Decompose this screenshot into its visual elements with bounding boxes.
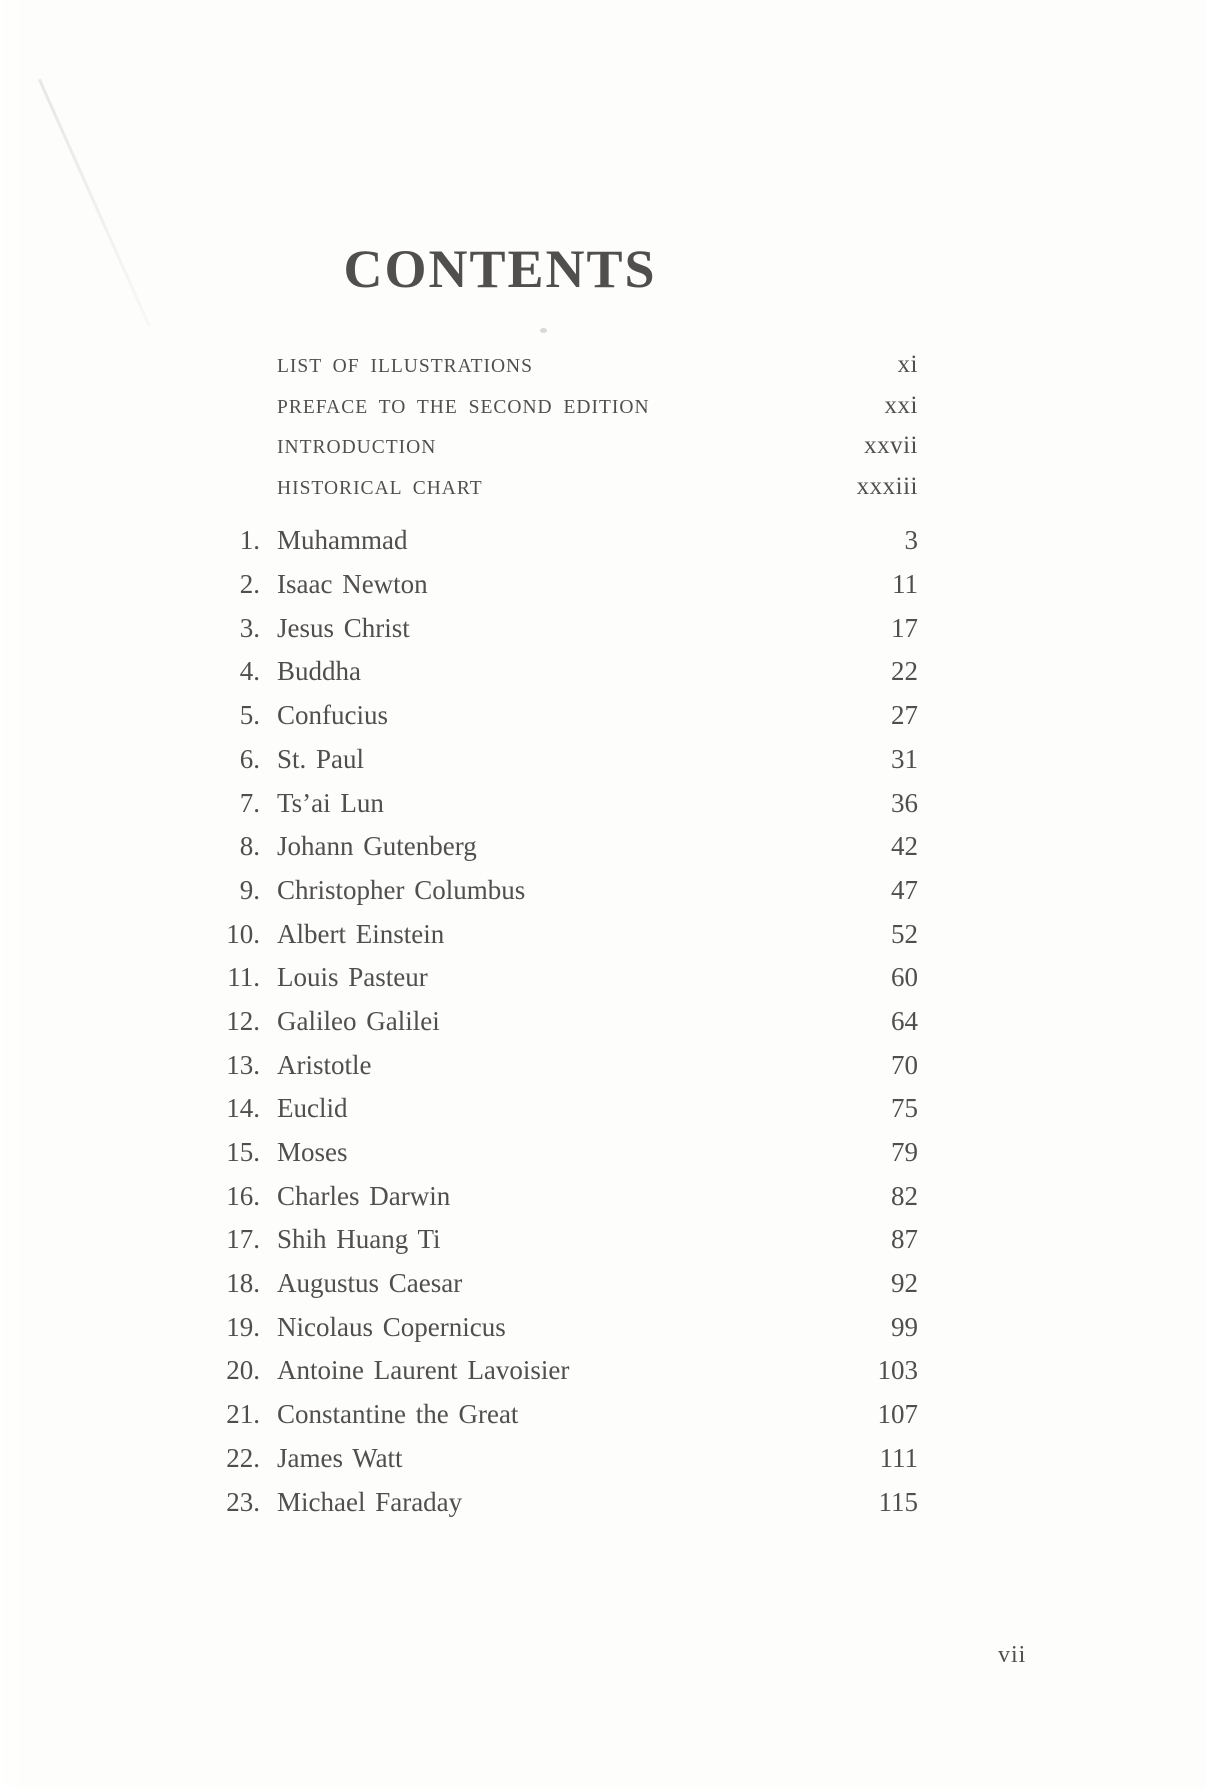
- front-matter-page-number: xi: [897, 351, 918, 378]
- chapter-title: Michael Faraday: [277, 1486, 463, 1517]
- chapter-row: [218, 1000, 918, 1044]
- chapter-row: [218, 1306, 918, 1350]
- chapter-title: Albert Einstein: [277, 918, 445, 949]
- chapter-number: 1.: [239, 525, 260, 556]
- chapter-page-number: 92: [891, 1268, 918, 1299]
- scan-speck: [540, 328, 547, 333]
- chapter-row: [218, 694, 918, 738]
- chapter-number: 2.: [239, 569, 260, 600]
- chapter-page-number: 22: [891, 656, 918, 687]
- chapter-row: [218, 1218, 918, 1262]
- chapter-row: [218, 1481, 918, 1525]
- chapter-row: [218, 738, 918, 782]
- chapter-number: 19.: [226, 1311, 260, 1342]
- chapter-title: Moses: [277, 1137, 348, 1167]
- chapter-number: 17.: [226, 1224, 260, 1255]
- chapter-title: Louis Pasteur: [277, 962, 428, 993]
- chapter-number: 5.: [239, 700, 260, 731]
- chapter-number: 16.: [226, 1180, 260, 1211]
- front-matter-row: [218, 386, 918, 427]
- chapter-page-number: 36: [891, 787, 918, 818]
- chapter-title: Antoine Laurent Lavoisier: [277, 1355, 570, 1386]
- chapter-page-number: 60: [891, 962, 918, 993]
- chapter-number: 9.: [239, 874, 260, 905]
- chapter-page-number: 103: [877, 1355, 918, 1386]
- chapter-title: Shih Huang Ti: [277, 1224, 441, 1255]
- chapter-row: [218, 1087, 918, 1131]
- front-matter-label: PREFACE TO THE SECOND EDITION: [277, 396, 650, 418]
- front-matter-label: LIST OF ILLUSTRATIONS: [277, 356, 533, 377]
- chapter-title: James Watt: [277, 1442, 403, 1473]
- chapter-row: [218, 1349, 918, 1393]
- chapter-number: 6.: [239, 743, 260, 774]
- chapter-page-number: 115: [878, 1486, 918, 1517]
- chapter-title: Isaac Newton: [277, 569, 428, 600]
- front-matter-row: [218, 345, 918, 386]
- chapter-page-number: 82: [891, 1180, 918, 1211]
- chapter-page-number: 17: [891, 612, 918, 643]
- front-matter-row: [218, 467, 918, 508]
- page-title: CONTENTS: [343, 239, 657, 300]
- chapter-row: [218, 607, 918, 651]
- chapter-page-number: 70: [891, 1049, 918, 1080]
- chapter-page-number: 42: [891, 831, 918, 862]
- chapter-row: [218, 1131, 918, 1175]
- table-of-contents: [218, 345, 918, 1524]
- chapter-title: Charles Darwin: [277, 1180, 451, 1211]
- chapter-page-number: 75: [891, 1093, 918, 1124]
- chapter-title: Nicolaus Copernicus: [277, 1311, 506, 1342]
- chapter-number: 8.: [239, 831, 260, 862]
- chapter-title: Galileo Galilei: [277, 1005, 440, 1036]
- chapter-title: Euclid: [277, 1093, 348, 1124]
- chapter-title: Augustus Caesar: [277, 1268, 463, 1299]
- chapter-number: 14.: [226, 1093, 260, 1124]
- chapter-number: 3.: [239, 612, 260, 643]
- front-matter-page-number: xxxiii: [856, 472, 918, 500]
- chapter-number: 22.: [226, 1442, 260, 1473]
- chapter-number: 18.: [226, 1268, 260, 1299]
- chapter-page-number: 79: [891, 1137, 918, 1167]
- chapter-title: Ts’ai Lun: [277, 787, 384, 818]
- chapter-page-number: 11: [892, 569, 918, 600]
- front-matter-label: HISTORICAL CHART: [277, 477, 483, 499]
- front-matter-list: [218, 345, 918, 507]
- chapter-number: 15.: [226, 1137, 260, 1167]
- chapter-page-number: 107: [877, 1399, 918, 1430]
- chapter-number: 10.: [226, 918, 260, 949]
- front-matter-page-number: xxi: [884, 391, 918, 419]
- chapter-row: [218, 956, 918, 1000]
- chapter-row: [218, 563, 918, 607]
- chapter-row: [218, 519, 918, 563]
- chapter-number: 20.: [226, 1355, 260, 1386]
- chapter-title: Muhammad: [277, 525, 408, 556]
- chapter-page-number: 99: [891, 1311, 918, 1342]
- chapter-row: [218, 825, 918, 869]
- chapter-number: 23.: [226, 1486, 260, 1517]
- page-folio: vii: [998, 1642, 1027, 1668]
- front-matter-label: INTRODUCTION: [277, 437, 437, 459]
- chapter-number: 21.: [226, 1399, 260, 1430]
- chapter-number: 7.: [239, 787, 260, 818]
- chapter-title: Jesus Christ: [277, 612, 410, 643]
- chapter-row: [218, 1044, 918, 1088]
- chapter-list: [218, 519, 918, 1524]
- chapter-row: [218, 1437, 918, 1481]
- chapter-page-number: 87: [891, 1224, 918, 1255]
- chapter-row: [218, 650, 918, 694]
- chapter-page-number: 52: [891, 918, 918, 949]
- chapter-page-number: 64: [891, 1005, 918, 1036]
- chapter-page-number: 47: [891, 874, 918, 905]
- chapter-row: [218, 913, 918, 957]
- chapter-title: St. Paul: [277, 743, 365, 774]
- chapter-page-number: 31: [891, 743, 918, 774]
- chapter-row: [218, 1175, 918, 1219]
- chapter-row: [218, 1393, 918, 1437]
- chapter-row: [218, 869, 918, 913]
- chapter-number: 13.: [226, 1049, 260, 1080]
- chapter-title: Aristotle: [277, 1049, 372, 1080]
- chapter-number: 4.: [239, 656, 260, 687]
- front-matter-row: [218, 426, 918, 467]
- chapter-title: Buddha: [277, 656, 361, 687]
- chapter-row: [218, 782, 918, 826]
- chapter-number: 12.: [226, 1005, 260, 1036]
- chapter-page-number: 111: [879, 1442, 918, 1473]
- chapter-number: 11.: [227, 962, 260, 993]
- chapter-title: Johann Gutenberg: [277, 831, 477, 862]
- chapter-title: Constantine the Great: [277, 1399, 519, 1430]
- chapter-page-number: 3: [904, 525, 918, 556]
- chapter-title: Christopher Columbus: [277, 874, 526, 905]
- chapter-row: [218, 1262, 918, 1306]
- chapter-page-number: 27: [891, 700, 918, 731]
- chapter-title: Confucius: [277, 700, 388, 731]
- front-matter-page-number: xxvii: [864, 432, 918, 460]
